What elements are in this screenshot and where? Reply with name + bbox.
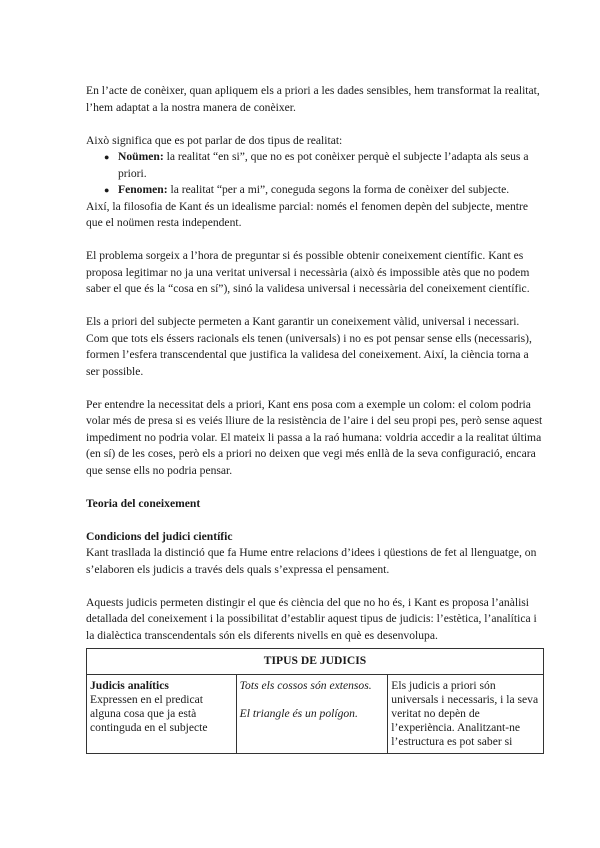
paragraph: En l’acte de conèixer, quan apliquem els a priori a les dades sensibles, hem transformat la realitat, l’hem adaptat a la nostra manera de conèixer. <box>86 84 540 114</box>
bullet-text: la realitat “en si”, que no es pot conèixer perquè el subjecte l’adapta als seus a priori. <box>118 150 529 180</box>
table-cell <box>236 675 388 754</box>
section-heading: Teoria del coneixement <box>86 496 201 510</box>
cell-description: Expressen en el predicat alguna cosa que ja està continguda en el subjecte <box>90 693 208 734</box>
subsection-heading: Condicions del judici científic <box>86 529 233 543</box>
list-item <box>86 182 544 199</box>
paragraph: Això significa que es pot parlar de dos tipus de realitat: <box>86 133 343 147</box>
judgments-table <box>86 648 544 754</box>
bullet-text: la realitat “per a mi”, coneguda segons la forma de conèixer del subjecte. <box>167 183 510 196</box>
list-item <box>86 149 544 182</box>
example-text: El triangle és un polígon. <box>239 707 358 720</box>
bullet-term: Noümen: <box>118 150 164 163</box>
cell-title: Judicis analítics <box>90 679 169 692</box>
table-header-row <box>87 649 544 675</box>
bullet-icon: ● <box>104 185 110 195</box>
table-row <box>87 675 544 754</box>
paragraph: Per entendre la necessitat dels a priori, Kant ens posa com a exemple un colom: el colom podria volar més de presa si es veiés lliure de la resistència de l’aire i del seu propi pes, però sense aquest impediment no podria volar. El mateix li passa a la raó humana: voldria accedir a la realitat última (en sí) de les coses, però els a priori no deixen que vegi més enllà de la seva configuració, encara que sense ells no podria pensar. <box>86 397 543 477</box>
example-text: Tots els cossos són extensos. <box>239 679 372 692</box>
table-cell <box>87 675 237 754</box>
bullet-icon: ● <box>104 152 110 162</box>
table-cell <box>388 675 544 754</box>
paragraph: Els a priori del subjecte permeten a Kant garantir un coneixement vàlid, universal i necessari. Com que tots els éssers racionals els tenen (universals) i no es pot pensar sense ells (necessaris), formen l’esfera transcendental que justifica la validesa del coneixement. Així, la ciència torna a ser possible. <box>86 315 532 378</box>
cell-note: Els judicis a priori són universals i necessaris, i la seva veritat no depèn de l’experiència. Analitzant-ne l’estructura es pot saber si <box>391 679 539 748</box>
paragraph: Kant trasllada la distinció que fa Hume entre relacions d’idees i qüestions de fet al llenguatge, on s’elaboren els judicis a través dels quals s’expressa el pensament. <box>86 546 537 576</box>
paragraph: Així, la filosofia de Kant és un idealisme parcial: només el fenomen depèn del subjecte, mentre que el noümen resta independent. <box>86 199 529 229</box>
paragraph: El problema sorgeix a l’hora de preguntar si és possible obtenir coneixement científic. Kant es proposa legitimar no ja una veritat universal i necessària (això és impossible atès que no podem saber el que és la “cosa en sí”), sinó la validesa universal i necessària del coneixement científic. <box>86 249 530 295</box>
document-body <box>86 83 544 644</box>
table-header: TIPUS DE JUDICIS <box>87 649 544 675</box>
paragraph: Aquests judicis permeten distingir el que és ciència del que no ho és, i Kant es proposa l’anàlisi detallada del coneixement i la possibilitat d’establir aquest tipus de judicis: l’estètica, l’analítica i la dialèctica transcendentals són els diferents nivells en què es desenvolupa. <box>86 595 537 642</box>
bullet-list <box>86 149 544 199</box>
bullet-term: Fenomen: <box>118 183 168 196</box>
